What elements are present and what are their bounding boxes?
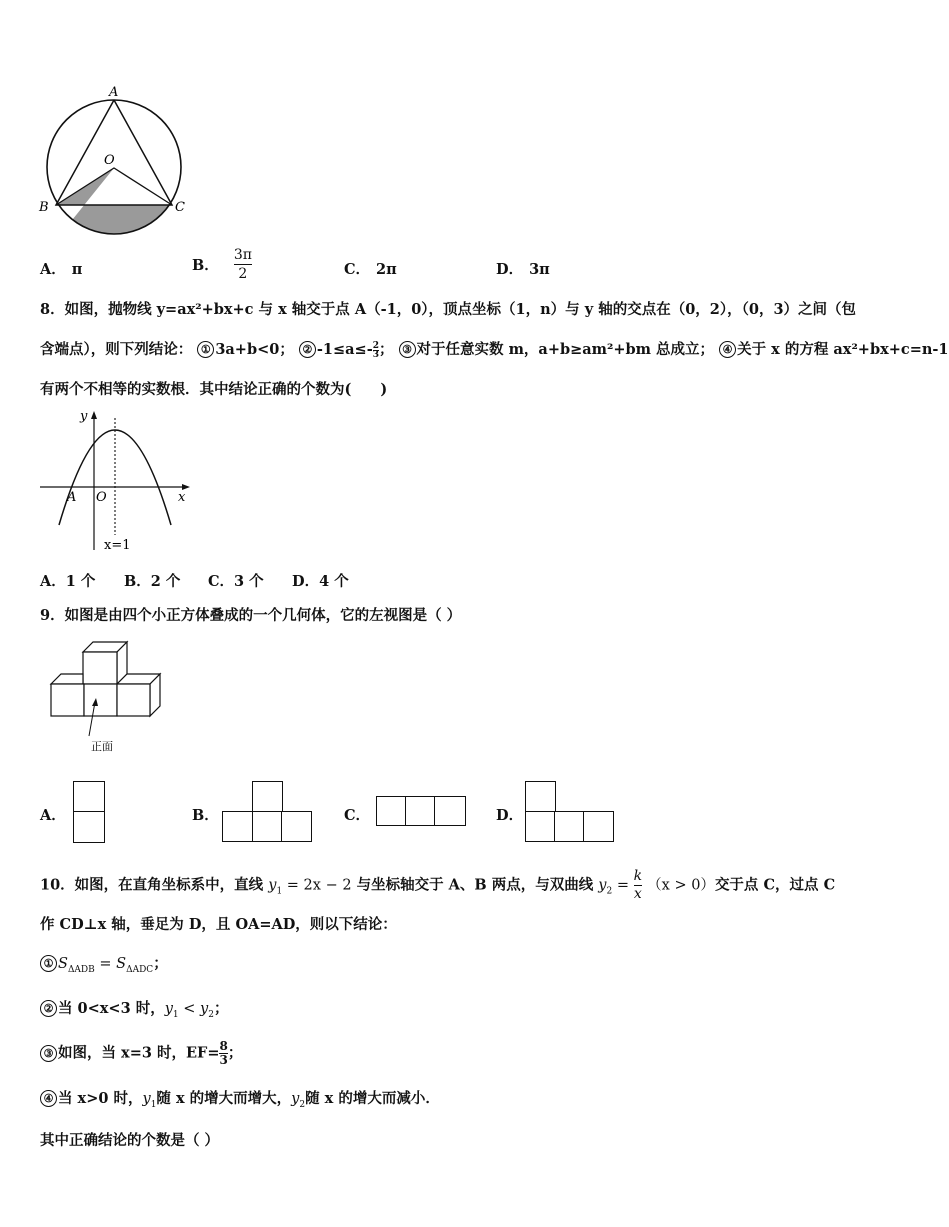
- q8-label-x: x: [178, 490, 186, 505]
- q8-parabola-figure: [38, 405, 193, 555]
- q9-cubes-figure: [45, 636, 170, 756]
- q8-option-c[interactable]: C．3 个: [208, 573, 264, 590]
- q7-label-B: B: [39, 200, 49, 215]
- q9-option-b-square: [222, 811, 254, 842]
- q8-option-a[interactable]: A．1 个: [40, 573, 96, 590]
- q8-option-d[interactable]: D．4 个: [292, 573, 349, 590]
- q7-label-C: C: [175, 200, 185, 215]
- q8-label-y: y: [80, 409, 88, 424]
- q9-stem: 9．如图是由四个小正方体叠成的一个几何体，它的左视图是（ ）: [40, 607, 462, 624]
- q8-option-b[interactable]: B．2 个: [124, 573, 181, 590]
- q9-option-b-square: [252, 811, 283, 842]
- q7-option-d[interactable]: D． 3π: [496, 261, 550, 278]
- q9-option-b-shape[interactable]: [252, 781, 283, 813]
- q9-option-c-square: [405, 796, 436, 826]
- q10-stem-line1: 10．如图，在直角坐标系中，直线 $y_1 = 2x - 2$ 与坐标轴交于 A、B 两点，与双曲线 $y_2$ = $\frac{k}{x}$ （x > 0）交于点 C，过点 C: [40, 868, 836, 902]
- q8-stem-line3: 有两个不相等的实数根．其中结论正确的个数为( ): [40, 381, 388, 398]
- q9-option-a-label[interactable]: A．: [40, 807, 66, 824]
- q7-circle-figure: [35, 80, 200, 245]
- q9-option-c-label[interactable]: C．: [344, 807, 371, 824]
- q8-stem-line2: 含端点），则下列结论： ① 3a+b<0； ② -1≤a≤- $\frac{2}{3}$ ； ③ 对于任意实数 m，a+b≥am²+bm 总成立； ④ 关于 x 的方程 ax²+bx+c=n-1: [40, 340, 949, 360]
- q7-b-denominator: 2: [238, 266, 248, 282]
- q7-option-c[interactable]: C． 2π: [344, 261, 397, 278]
- q10-ask: 其中正确结论的个数是（ ）: [40, 1132, 220, 1149]
- q10-statement-4: ④ 当 x>0 时，$y_1$随 x 的增大而增大，$y_2$随 x 的增大而减小．: [40, 1087, 440, 1110]
- q9-option-c-square: [434, 796, 466, 826]
- q10-statement-3: ③ 如图，当 x=3 时，EF= $\frac{8}{3}$ ；: [40, 1040, 242, 1067]
- q7-shaded-region: [56, 168, 172, 240]
- q9-option-d-label[interactable]: D．: [496, 807, 524, 824]
- q9-option-d-square: [525, 811, 556, 842]
- q9-option-d-square: [554, 811, 585, 842]
- q7-b-numerator: 3π: [233, 247, 252, 263]
- q9-option-a-square: [73, 811, 105, 843]
- q9-option-d-shape[interactable]: [525, 781, 556, 813]
- q7-label-O: O: [104, 153, 115, 168]
- q9-option-d-square: [583, 811, 614, 842]
- q10-statement-1: ① $S_{\Delta ADB} = S_{\Delta ADC}$；: [40, 952, 168, 975]
- q8-stem-line1: 8．如图，抛物线 y=ax²+bx+c 与 x 轴交于点 A（-1，0），顶点坐标（1，n）与 y 轴的交点在（0，2），（0，3）之间（包: [40, 301, 857, 318]
- q7-option-a[interactable]: A． π: [40, 261, 83, 278]
- q10-stem-line2: 作 CD⊥x 轴，垂足为 D，且 OA=AD，则以下结论：: [40, 916, 397, 933]
- q8-label-axis: x=1: [104, 538, 131, 553]
- q8-label-O: O: [96, 490, 107, 505]
- q7-option-b[interactable]: B． $\frac{3\pi}{2}$: [192, 247, 252, 282]
- q8-label-A: A: [67, 490, 77, 505]
- q9-option-b-label[interactable]: B．: [192, 807, 219, 824]
- q9-option-b-square: [281, 811, 312, 842]
- q9-option-a-shape[interactable]: [73, 781, 105, 813]
- q7-label-A: A: [109, 85, 119, 100]
- q9-option-c-shape[interactable]: [376, 796, 407, 826]
- q9-front-label: 正面: [91, 740, 113, 753]
- q10-statement-2: ② 当 0<x<3 时，$y_1 < y_2$；: [40, 997, 228, 1020]
